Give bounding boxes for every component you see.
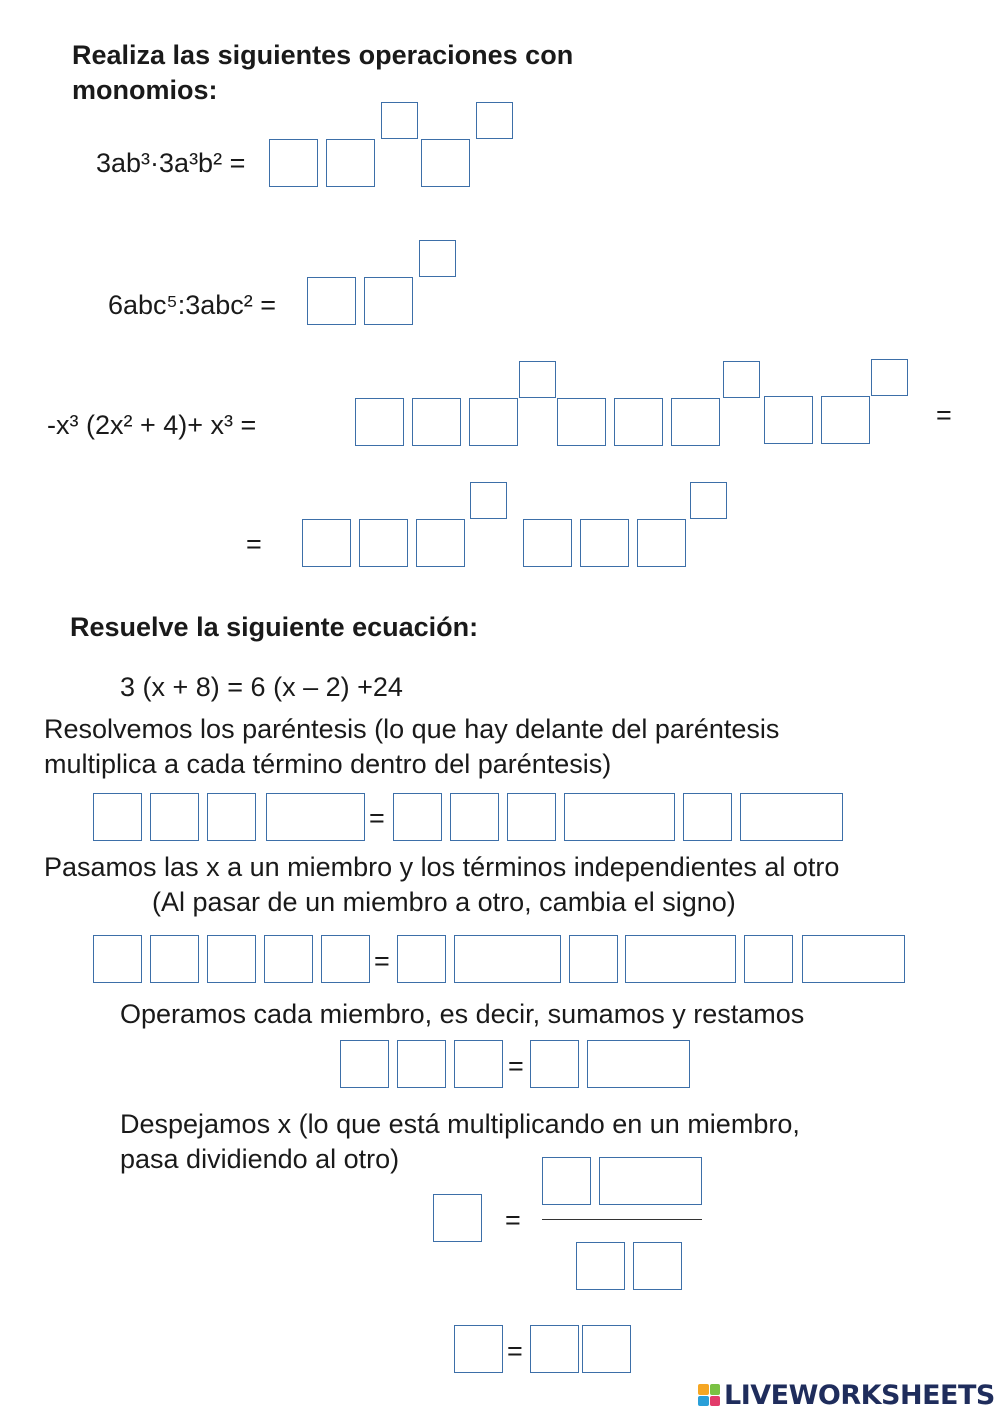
answer-box[interactable]	[523, 519, 572, 567]
answer-box[interactable]	[364, 277, 413, 325]
answer-box[interactable]	[433, 1194, 482, 1242]
answer-box[interactable]	[416, 519, 465, 567]
answer-box[interactable]	[507, 793, 556, 841]
answer-box[interactable]	[302, 519, 351, 567]
answer-box-wide[interactable]	[802, 935, 905, 983]
answer-box[interactable]	[321, 935, 370, 983]
answer-box[interactable]	[269, 139, 318, 187]
answer-box[interactable]	[150, 935, 199, 983]
step1-line1: Resolvemos los paréntesis (lo que hay delante del paréntesis	[44, 714, 780, 744]
equation: 3 (x + 8) = 6 (x – 2) +24	[120, 672, 403, 702]
answer-box-wide[interactable]	[266, 793, 365, 841]
step2-line1: Pasamos las x a un miembro y los términos independientes al otro	[44, 852, 840, 882]
exponent-box[interactable]	[381, 102, 418, 139]
answer-box[interactable]	[683, 793, 732, 841]
op3-expression: -x³ (2x² + 4)+ x³ =	[47, 410, 257, 440]
answer-box[interactable]	[326, 139, 375, 187]
answer-box-wide[interactable]	[454, 935, 561, 983]
answer-box[interactable]	[397, 1040, 446, 1088]
exponent-box[interactable]	[476, 102, 513, 139]
section1-title-line1: Realiza las siguientes operaciones con	[72, 40, 574, 70]
answer-box-wide[interactable]	[740, 793, 843, 841]
answer-box-wide[interactable]	[625, 935, 736, 983]
step3: Operamos cada miembro, es decir, sumamos y restamos	[120, 999, 805, 1029]
equals-sign: =	[374, 946, 390, 976]
exponent-box[interactable]	[470, 482, 507, 519]
answer-box[interactable]	[637, 519, 686, 567]
section1-title-line2: monomios:	[72, 75, 218, 105]
logo-mark-icon	[698, 1384, 720, 1406]
equals-sign: =	[507, 1336, 523, 1366]
answer-box[interactable]	[582, 1325, 631, 1373]
answer-box[interactable]	[469, 398, 518, 446]
answer-box[interactable]	[530, 1040, 579, 1088]
answer-box[interactable]	[557, 398, 606, 446]
numerator-box[interactable]	[542, 1157, 591, 1205]
equals-sign: =	[505, 1205, 521, 1235]
equals-sign: =	[508, 1051, 524, 1081]
answer-box[interactable]	[93, 793, 142, 841]
answer-box[interactable]	[454, 1040, 503, 1088]
answer-box[interactable]	[454, 1325, 503, 1373]
fraction-bar	[542, 1219, 702, 1220]
exponent-box[interactable]	[871, 359, 908, 396]
answer-box[interactable]	[207, 793, 256, 841]
answer-box[interactable]	[421, 139, 470, 187]
op1-expression: 3ab³·3a³b² =	[96, 148, 246, 178]
denominator-box[interactable]	[576, 1242, 625, 1290]
answer-box[interactable]	[580, 519, 629, 567]
answer-box[interactable]	[207, 935, 256, 983]
answer-box[interactable]	[359, 519, 408, 567]
step4-line1: Despejamos x (lo que está multiplicando en un miembro,	[120, 1109, 800, 1139]
answer-box[interactable]	[530, 1325, 579, 1373]
step4-line2: pasa dividiendo al otro)	[120, 1144, 400, 1174]
exponent-box[interactable]	[723, 361, 760, 398]
op2-expression: 6abc⁵:3abc² =	[108, 290, 277, 320]
answer-box[interactable]	[150, 793, 199, 841]
answer-box[interactable]	[397, 935, 446, 983]
numerator-box-wide[interactable]	[599, 1157, 702, 1205]
section2-title: Resuelve la siguiente ecuación:	[70, 612, 479, 642]
liveworksheets-logo[interactable]	[698, 1378, 995, 1412]
equals-sign: =	[369, 803, 385, 833]
answer-box[interactable]	[340, 1040, 389, 1088]
answer-box[interactable]	[93, 935, 142, 983]
answer-box[interactable]	[355, 398, 404, 446]
exponent-box[interactable]	[690, 482, 727, 519]
answer-box[interactable]	[671, 398, 720, 446]
answer-box[interactable]	[264, 935, 313, 983]
op3b-leading-equals: =	[246, 529, 262, 559]
answer-box[interactable]	[821, 396, 870, 444]
step2-line2: (Al pasar de un miembro a otro, cambia el signo)	[152, 887, 736, 917]
answer-box[interactable]	[412, 398, 461, 446]
answer-box[interactable]	[393, 793, 442, 841]
exponent-box[interactable]	[419, 240, 456, 277]
op3-trailing-equals: =	[936, 400, 952, 430]
exponent-box[interactable]	[519, 361, 556, 398]
step1-line2: multiplica a cada término dentro del paréntesis)	[44, 749, 612, 779]
denominator-box[interactable]	[633, 1242, 682, 1290]
answer-box[interactable]	[614, 398, 663, 446]
answer-box-wide[interactable]	[564, 793, 675, 841]
answer-box[interactable]	[569, 935, 618, 983]
answer-box[interactable]	[307, 277, 356, 325]
answer-box[interactable]	[450, 793, 499, 841]
answer-box[interactable]	[764, 396, 813, 444]
answer-box-wide[interactable]	[587, 1040, 690, 1088]
answer-box[interactable]	[744, 935, 793, 983]
logo-text: LIVEWORKSHEETS	[724, 1379, 995, 1411]
